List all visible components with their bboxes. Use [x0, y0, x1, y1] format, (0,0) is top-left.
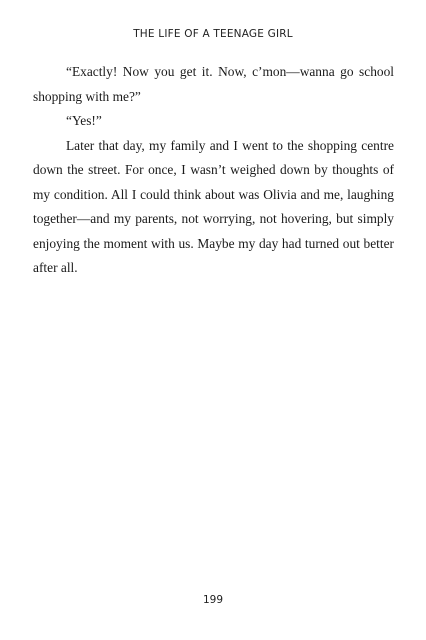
- running-header-title: THE LIFE OF A TEENAGE GIRL: [133, 28, 293, 40]
- body-text: [33, 60, 394, 281]
- paragraph-dialogue-exactly: “Exactly! Now you get it. Now, c’mon—wanna go school shopping with me?”: [33, 64, 394, 104]
- paragraph-dialogue-yes: “Yes!”: [66, 113, 102, 128]
- page-number: 199: [202, 594, 224, 606]
- paragraph-narration: Later that day, my family and I went to the shopping centre down the street. For once, I wasn’t weighed down by thoughts of my condition. All I could think about was Olivia and me, laughing together—and my parents, not worrying, not hovering, but simply enjoying the moment with us. Maybe my day had turned out better after all.: [33, 137, 394, 275]
